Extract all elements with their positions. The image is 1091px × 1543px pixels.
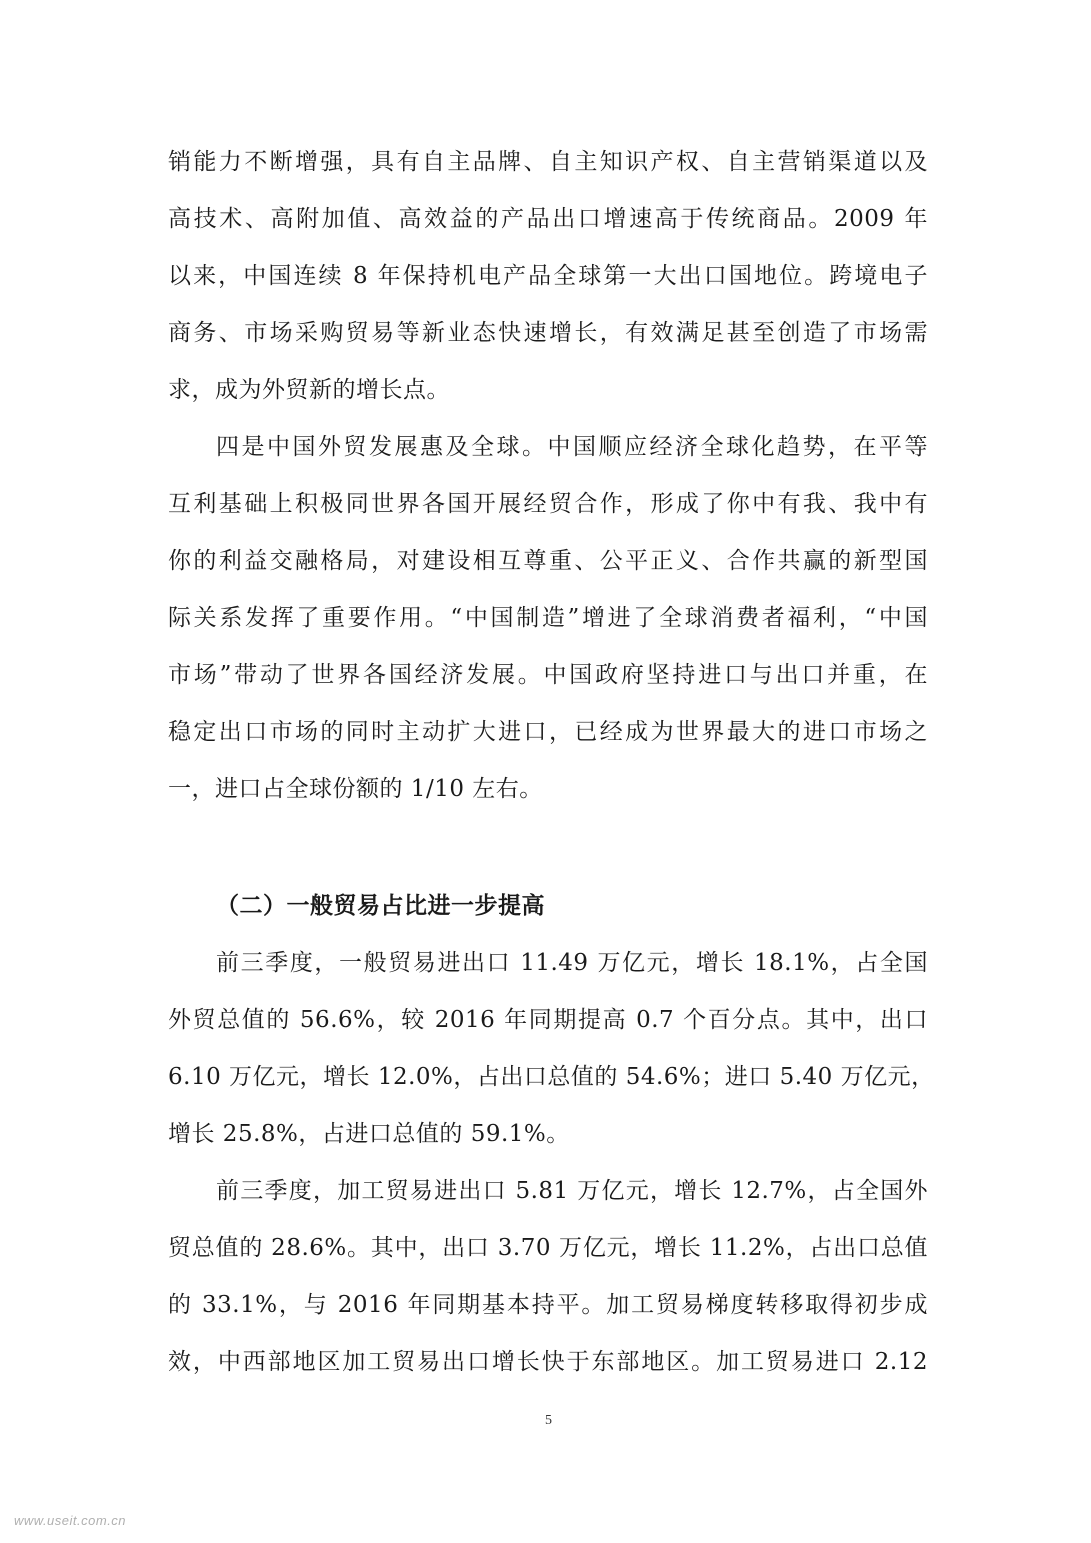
watermark: www.useit.com.cn — [14, 1513, 127, 1528]
text-line: 前三季度，加工贸易进出口 5.81 万亿元，增长 12.7%，占全国外 — [216, 1178, 928, 1204]
text-line: 效，中西部地区加工贸易出口增长快于东部地区。加工贸易进口 2.12 — [168, 1349, 928, 1375]
text-line: 一，进口占全球份额的 1/10 左右。 — [168, 776, 543, 802]
text-line: 增长 25.8%，占进口总值的 59.1%。 — [168, 1121, 570, 1147]
text-line: 互利基础上积极同世界各国开展经贸合作，形成了你中有我、我中有 — [168, 491, 928, 517]
text-line: 前三季度，一般贸易进出口 11.49 万亿元，增长 18.1%，占全国 — [216, 950, 928, 976]
text-line: 际关系发挥了重要作用。“中国制造”增进了全球消费者福利，“中国 — [168, 605, 928, 631]
text-line: 你的利益交融格局，对建设相互尊重、公平正义、合作共赢的新型国 — [168, 548, 928, 574]
text-line: 的 33.1%，与 2016 年同期基本持平。加工贸易梯度转移取得初步成 — [168, 1292, 928, 1318]
text-line: 以来，中国连续 8 年保持机电产品全球第一大出口国地位。跨境电子 — [168, 263, 928, 289]
text-line: 市场”带动了世界各国经济发展。中国政府坚持进口与出口并重，在 — [168, 662, 928, 688]
page-number: 5 — [545, 1413, 552, 1428]
text-line: 求，成为外贸新的增长点。 — [168, 377, 450, 403]
section-heading: （二）一般贸易占比进一步提高 — [216, 892, 545, 919]
text-line: 销能力不断增强，具有自主品牌、自主知识产权、自主营销渠道以及 — [168, 149, 928, 175]
text-line: 高技术、高附加值、高效益的产品出口增速高于传统商品。2009 年 — [168, 206, 928, 232]
text-line: 外贸总值的 56.6%，较 2016 年同期提高 0.7 个百分点。其中，出口 — [168, 1007, 928, 1033]
text-line: 稳定出口市场的同时主动扩大进口，已经成为世界最大的进口市场之 — [168, 719, 928, 745]
text-line: 四是中国外贸发展惠及全球。中国顺应经济全球化趋势，在平等 — [216, 434, 928, 460]
text-line: 贸总值的 28.6%。其中，出口 3.70 万亿元，增长 11.2%，占出口总值 — [168, 1235, 928, 1261]
text-line: 商务、市场采购贸易等新业态快速增长，有效满足甚至创造了市场需 — [168, 320, 928, 346]
text-line: 6.10 万亿元，增长 12.0%，占出口总值的 54.6%；进口 5.40 万亿元， — [168, 1064, 935, 1090]
